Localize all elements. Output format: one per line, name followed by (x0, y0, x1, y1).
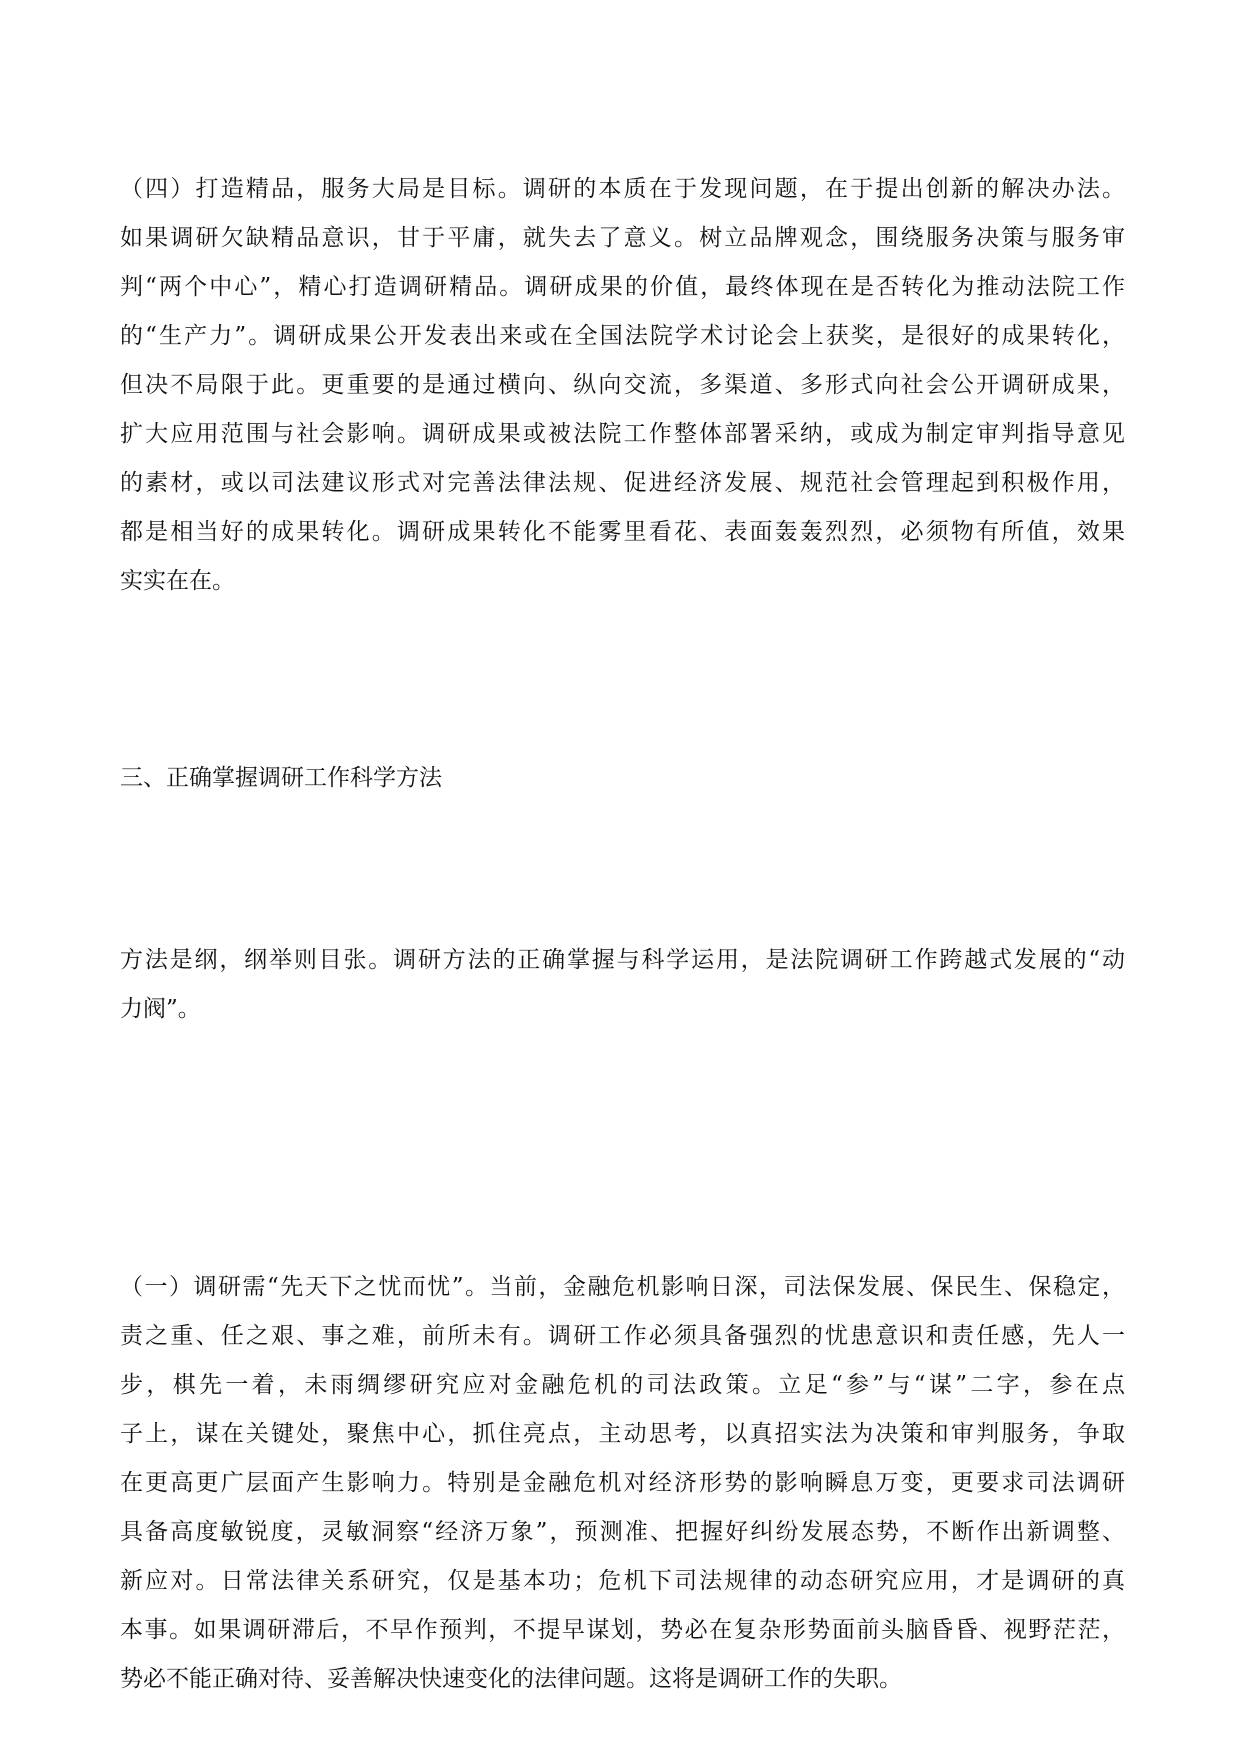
section-three-heading (120, 754, 1125, 803)
text-line: 责之重、任之艰、事之难，前所未有。调研工作必须具备强烈的忧患意识和责任感，先人一 (120, 1323, 1125, 1349)
text-line: 本事。如果调研滞后，不早作预判，不提早谋划，势必在复杂形势面前头脑昏昏、视野茫茫， (120, 1617, 1125, 1643)
text-line: 实实在在。 (120, 568, 235, 594)
text-line: 的“生产力”。调研成果公开发表出来或在全国法院学术讨论会上获奖，是很好的成果转化， (120, 323, 1125, 349)
text-line: 但决不局限于此。更重要的是通过横向、纵向交流，多渠道、多形式向社会公开调研成果， (120, 372, 1125, 398)
text-line: 势必不能正确对待、妥善解决快速变化的法律问题。这将是调研工作的失职。 (120, 1666, 902, 1692)
text-line: （一）调研需“先天下之忧而忧”。当前，金融危机影响日深，司法保发展、保民生、保稳定， (120, 1274, 1125, 1300)
text-line: 子上，谋在关键处，聚焦中心，抓住亮点，主动思考，以真招实法为决策和审判服务，争取 (120, 1421, 1125, 1447)
heading-text: 三、正确掌握调研工作科学方法 (120, 765, 442, 791)
text-line: 具备高度敏锐度，灵敏洞察“经济万象”，预测准、把握好纠纷发展态势，不断作出新调整、 (120, 1519, 1125, 1545)
paragraph-one-worry (120, 1263, 1125, 1704)
text-line: （四）打造精品，服务大局是目标。调研的本质在于发现问题，在于提出创新的解决办法。 (120, 176, 1125, 202)
method-intro-paragraph (120, 936, 1125, 1034)
text-line: 力阀”。 (120, 996, 201, 1022)
text-line: 步，棋先一着，未雨绸缪研究应对金融危机的司法政策。立足“参”与“谋”二字，参在点 (120, 1372, 1125, 1398)
text-line: 扩大应用范围与社会影响。调研成果或被法院工作整体部署采纳，或成为制定审判指导意见 (120, 421, 1125, 447)
text-line: 判“两个中心”，精心打造调研精品。调研成果的价值，最终体现在是否转化为推动法院工作 (120, 274, 1125, 300)
paragraph-four-results (120, 165, 1125, 606)
text-line: 在更高更广层面产生影响力。特别是金融危机对经济形势的影响瞬息万变，更要求司法调研 (120, 1470, 1125, 1496)
text-line: 都是相当好的成果转化。调研成果转化不能雾里看花、表面轰轰烈烈，必须物有所值，效果 (120, 519, 1125, 545)
text-line: 新应对。日常法律关系研究，仅是基本功；危机下司法规律的动态研究应用，才是调研的真 (120, 1568, 1125, 1594)
text-line: 的素材，或以司法建议形式对完善法律法规、促进经济发展、规范社会管理起到积极作用， (120, 470, 1125, 496)
text-line: 方法是纲，纲举则目张。调研方法的正确掌握与科学运用，是法院调研工作跨越式发展的“动 (120, 947, 1125, 973)
text-line: 如果调研欠缺精品意识，甘于平庸，就失去了意义。树立品牌观念，围绕服务决策与服务审 (120, 225, 1125, 251)
